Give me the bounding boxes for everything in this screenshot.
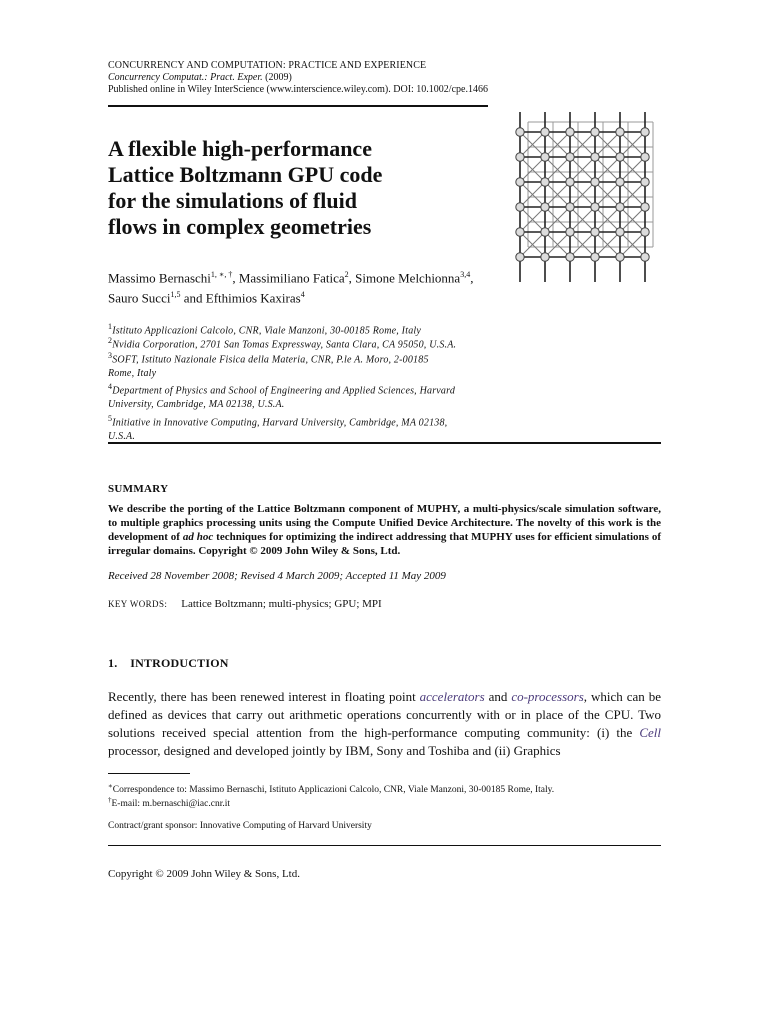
intro-emphasis: accelerators <box>419 689 485 704</box>
intro-text: Recently, there has been renewed interest in floating point <box>108 689 420 704</box>
title-line: for the simulations of fluid <box>108 188 357 213</box>
lattice-node <box>516 228 524 236</box>
journal-abbreviation <box>108 72 292 84</box>
lattice-node <box>641 178 649 186</box>
lattice-node <box>641 203 649 211</box>
author-affil-mark: 1, ∗, † <box>210 270 233 279</box>
keywords <box>108 598 382 610</box>
summary-part: techniques for optimizing the indirect addressing that MUPHY uses for efficient simulations of irregular domains. Copyright © 2009 John Wiley & Sons, Ltd. <box>108 531 662 557</box>
lattice-node <box>641 128 649 136</box>
lattice-node <box>516 153 524 161</box>
footnote-text: Correspondence to: Massimo Bernaschi, Istituto Applicazioni Calcolo, CNR, Viale Manzoni, 30-00185 Rome, Italy. <box>112 785 555 796</box>
paper-title <box>108 136 448 240</box>
lattice-node <box>616 253 624 261</box>
keywords-text: Lattice Boltzmann; multi-physics; GPU; MPI <box>181 598 382 610</box>
summary-part: We describe the porting of the Lattice Boltzmann component of MUPHY, a multi-physics/scale simulation software, to multiple graphics processing units using the Compute Unified Device Architecture. The novelty of this work is the development of <box>108 503 661 543</box>
summary-text <box>108 502 661 558</box>
affiliation-number: 5 <box>108 414 113 423</box>
author-separator: , <box>348 270 356 286</box>
lattice-node <box>516 203 524 211</box>
received-dates: Received 28 November 2008; Revised 4 March 2009; Accepted 11 May 2009 <box>108 570 446 582</box>
footer-rule <box>108 845 661 846</box>
journal-year: (2009) <box>265 72 292 83</box>
author-name: Sauro Succi <box>108 290 171 306</box>
copyright-notice: Copyright © 2009 John Wiley & Sons, Ltd. <box>108 868 300 880</box>
lattice-node <box>516 178 524 186</box>
lattice-node <box>541 128 549 136</box>
lattice-node <box>541 203 549 211</box>
lattice-node <box>616 203 624 211</box>
author-separator: , <box>232 270 239 286</box>
lattice-node <box>566 128 574 136</box>
affiliation-text: SOFT, Istituto Nazionale Fisica della Materia, CNR, P.le A. Moro, 2-00185 <box>112 354 429 366</box>
author-separator: , <box>470 270 474 286</box>
title-line: A flexible high-performance <box>108 136 372 161</box>
lattice-node <box>566 153 574 161</box>
author-affil-mark: 1,5 <box>170 290 181 300</box>
lattice-node <box>541 153 549 161</box>
footnote-text: E-mail: m.bernaschi@iac.cnr.it <box>111 799 230 810</box>
title-line: flows in complex geometries <box>108 214 372 239</box>
intro-emphasis: Cell <box>639 725 661 740</box>
footnote-email <box>108 794 230 810</box>
intro-text: processor, designed and developed jointly by IBM, Sony and Toshiba and (ii) Graphics <box>108 743 561 758</box>
footnote-mark: ∗ <box>108 782 113 790</box>
grant-sponsor: Contract/grant sponsor: Innovative Computing of Harvard University <box>108 821 372 831</box>
author-affil-mark: 4 <box>300 290 305 300</box>
affiliation-text: Nvidia Corporation, 2701 San Tomas Expressway, Santa Clara, CA 95050, U.S.A. <box>112 339 457 351</box>
intro-text: , which can be defined as devices that carry out arithmetic operations concurrently with or in place of the CPU. Two solutions received special attention from the high-performance computing community: (i) the <box>108 689 661 740</box>
journal-name: CONCURRENCY AND COMPUTATION: PRACTICE AND EXPERIENCE <box>108 60 427 71</box>
affiliation <box>108 349 528 381</box>
lattice-node <box>616 128 624 136</box>
title-line: Lattice Boltzmann GPU code <box>108 162 383 187</box>
lattice-node <box>516 253 524 261</box>
lattice-node <box>591 178 599 186</box>
lattice-node <box>641 153 649 161</box>
section-heading: 1. INTRODUCTION <box>108 656 229 670</box>
footnote-mark: † <box>108 796 112 804</box>
lattice-node <box>566 203 574 211</box>
summary-heading: SUMMARY <box>108 483 169 495</box>
affiliation-text: Rome, Italy <box>108 368 157 380</box>
lattice-node <box>591 228 599 236</box>
lattice-node <box>591 203 599 211</box>
lattice-node <box>616 178 624 186</box>
affiliation-text: U.S.A. <box>108 431 136 443</box>
lattice-node <box>616 153 624 161</box>
lattice-node <box>541 178 549 186</box>
affiliation-text: Istituto Applicazioni Calcolo, CNR, Viale Manzoni, 30-00185 Rome, Italy <box>112 325 422 337</box>
lattice-node <box>591 253 599 261</box>
affiliation-number: 3 <box>108 351 113 360</box>
author-name: Massimiliano Fatica <box>238 270 345 286</box>
publication-line: Published online in Wiley InterScience (www.interscience.wiley.com). DOI: 10.1002/cpe.1466 <box>108 84 488 95</box>
affiliation <box>108 380 528 412</box>
affiliation-number: 1 <box>108 322 113 331</box>
summary-emphasis: ad hoc <box>182 531 214 543</box>
lattice-node <box>566 178 574 186</box>
affiliation-rule <box>108 442 661 444</box>
lattice-node <box>616 228 624 236</box>
lattice-node <box>641 228 649 236</box>
affiliation-text: Initiative in Innovative Computing, Harvard University, Cambridge, MA 02138, <box>112 417 448 429</box>
author-name: Simone Melchionna <box>355 270 461 286</box>
affiliation-text: University, Cambridge, MA 02138, U.S.A. <box>108 399 285 411</box>
lattice-node <box>591 153 599 161</box>
intro-paragraph <box>108 688 661 760</box>
author-separator: and <box>180 290 206 306</box>
journal-abbr-text: Concurrency Computat.: Pract. Exper. <box>108 72 263 83</box>
lattice-node <box>591 128 599 136</box>
lattice-node <box>541 253 549 261</box>
affiliation-number: 4 <box>108 382 113 391</box>
lattice-node <box>566 228 574 236</box>
footnote-rule <box>108 773 190 774</box>
lattice-node <box>541 228 549 236</box>
affiliation-number: 2 <box>108 336 113 345</box>
author-name: Efthimios Kaxiras <box>205 290 301 306</box>
author-affil-mark: 2 <box>344 270 349 279</box>
intro-emphasis: co-processors <box>511 689 584 704</box>
affiliation-text: Department of Physics and School of Engineering and Applied Sciences, Harvard <box>112 385 456 397</box>
header-rule <box>108 105 488 107</box>
lattice-node <box>566 253 574 261</box>
affiliation <box>108 412 528 444</box>
author-name: Massimo Bernaschi <box>108 270 211 286</box>
lattice-node <box>641 253 649 261</box>
lattice-node <box>516 128 524 136</box>
author-list <box>108 266 548 307</box>
author-affil-mark: 3,4 <box>460 270 471 279</box>
keywords-label: KEY WORDS: <box>108 599 168 609</box>
lattice-illustration <box>505 102 685 282</box>
intro-text: and <box>484 689 512 704</box>
